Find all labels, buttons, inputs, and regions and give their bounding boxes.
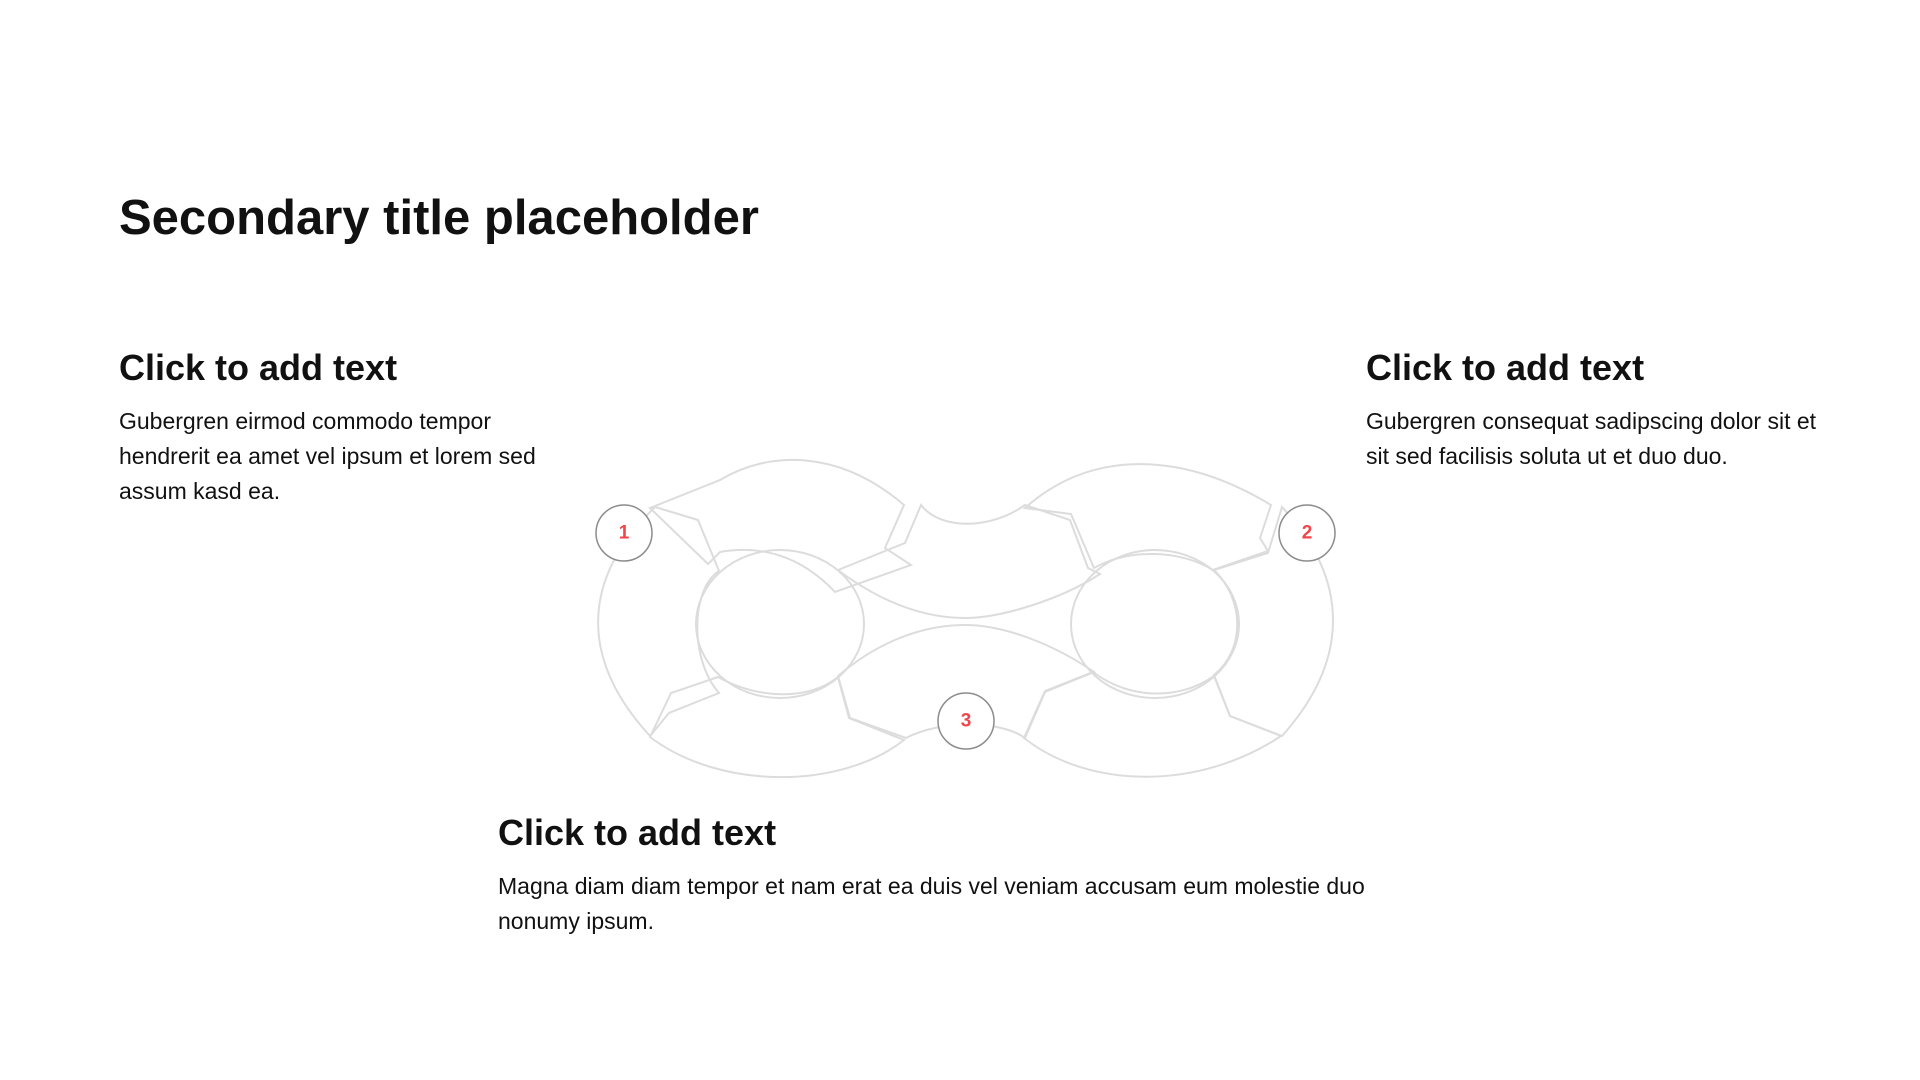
segment-right-bottom (1024, 672, 1281, 777)
text-block-3[interactable] (498, 811, 1448, 939)
block-1-heading[interactable]: Click to add text (119, 347, 398, 388)
left-loop-hole (696, 550, 864, 698)
segment-left-top (650, 460, 911, 592)
loop-markers (596, 505, 1335, 749)
step-marker-number: 2 (1301, 522, 1313, 544)
segment-center-upper (838, 505, 1100, 618)
segment-left-bottom (650, 677, 904, 777)
step-marker-number: 1 (618, 522, 630, 544)
step-marker-number: 3 (960, 710, 972, 732)
step-marker-3[interactable] (938, 693, 994, 749)
slide-title[interactable]: Secondary title placeholder (119, 191, 759, 245)
block-1-body[interactable]: Gubergren eirmod commodo tempor hendrerit ea amet vel ipsum et lorem sed assum kasd ea. (119, 408, 536, 504)
step-marker-1[interactable] (596, 505, 652, 561)
step-marker-2[interactable] (1279, 505, 1335, 561)
segment-right-top (1025, 464, 1271, 570)
text-block-2[interactable] (1366, 346, 1826, 474)
block-3-heading[interactable]: Click to add text (498, 812, 777, 853)
right-loop-hole (1071, 550, 1239, 698)
block-2-body[interactable]: Gubergren consequat sadipscing dolor sit et sit sed facilisis soluta ut et duo duo. (1366, 408, 1817, 469)
block-2-heading[interactable]: Click to add text (1366, 347, 1645, 388)
text-block-1[interactable] (119, 346, 579, 509)
block-3-body[interactable]: Magna diam diam tempor et nam erat ea duis vel veniam accusam eum molestie duo nonumy ipsum. (498, 873, 1365, 934)
